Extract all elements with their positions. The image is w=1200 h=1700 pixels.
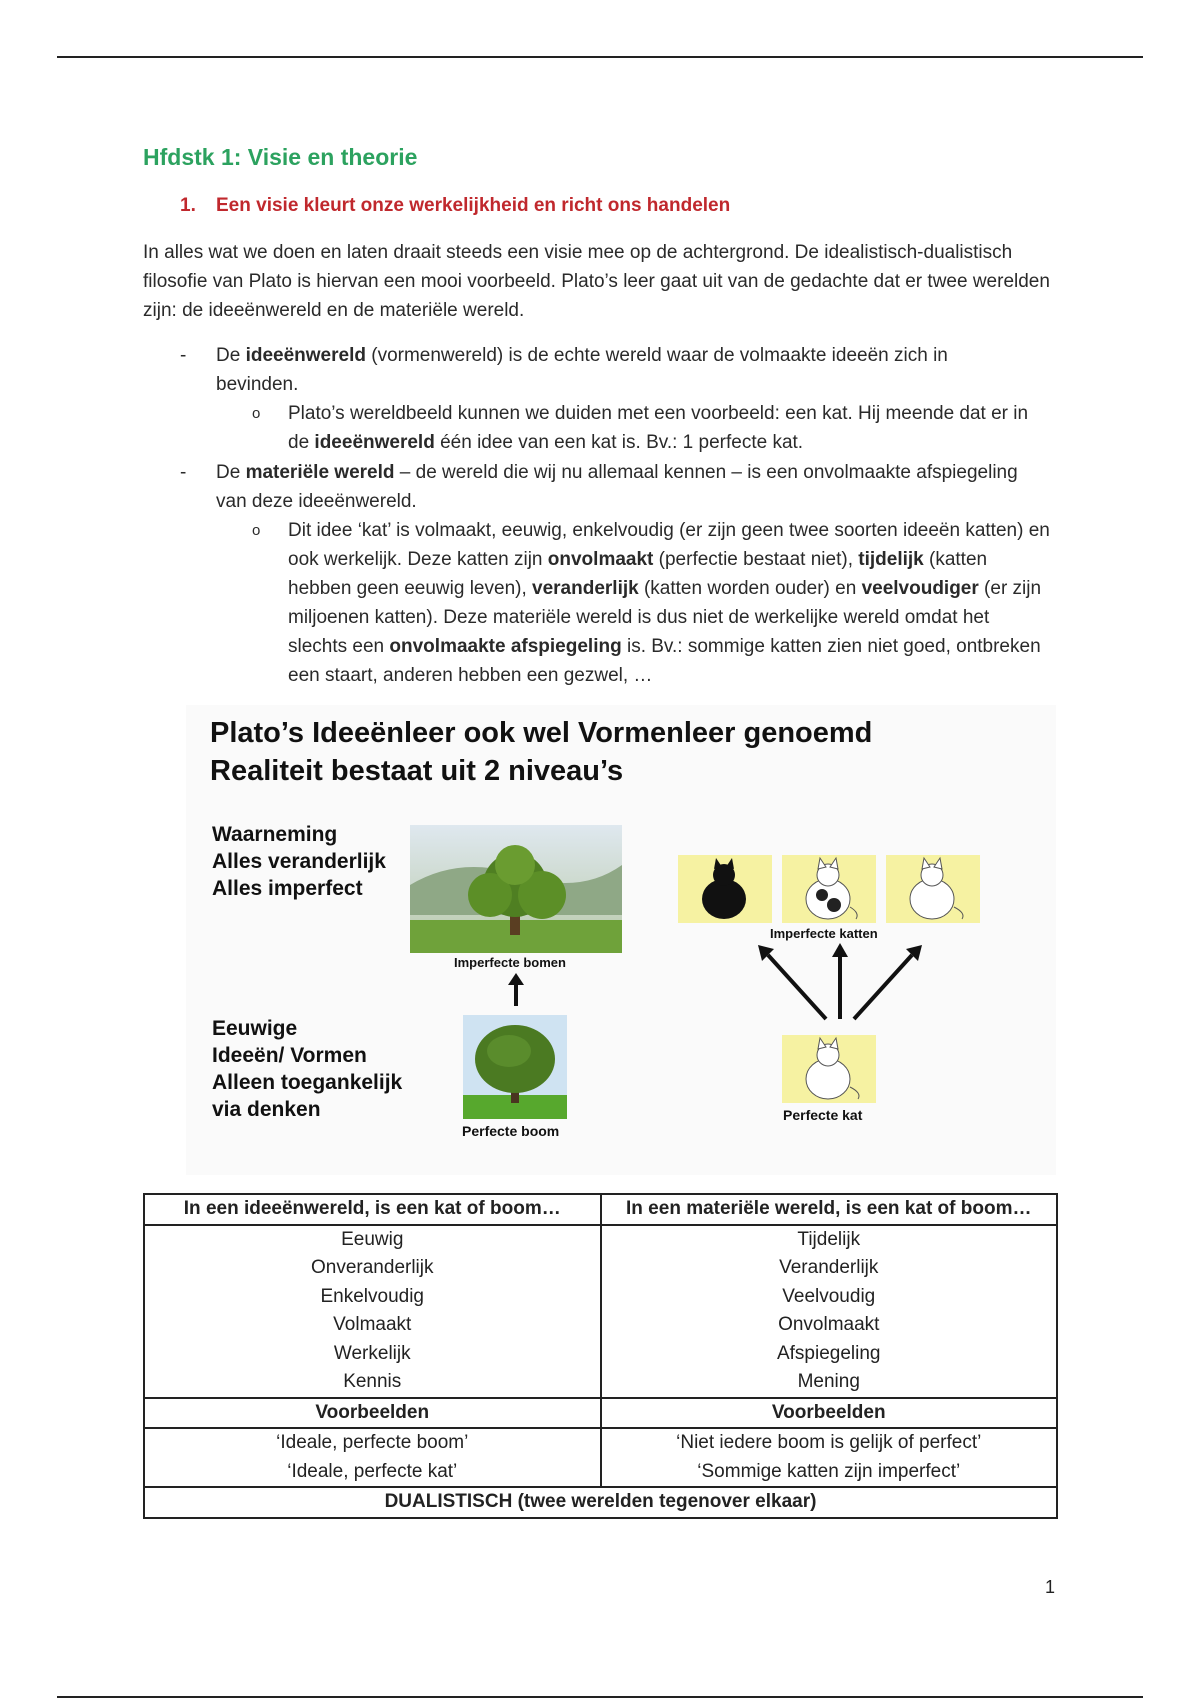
forms-label bbox=[212, 1015, 402, 1123]
bullet-bold: ideeënwereld bbox=[245, 345, 366, 366]
subbullet-idee-kat bbox=[252, 516, 1052, 690]
cell-line: Onveranderlijk bbox=[311, 1257, 434, 1278]
forms-line: via denken bbox=[212, 1098, 321, 1121]
cell-line: ‘Ideale, perfecte boom’ bbox=[276, 1432, 469, 1453]
arrow-up-icon bbox=[506, 973, 526, 1007]
footer-rule bbox=[57, 1696, 1143, 1698]
cell-line: Onvolmaakt bbox=[778, 1314, 880, 1335]
table-row bbox=[144, 1428, 1057, 1487]
table-header-row bbox=[144, 1194, 1057, 1225]
subbullet-marker: o bbox=[252, 522, 261, 539]
perception-label bbox=[212, 821, 386, 902]
subbullet-kat-voorbeeld bbox=[252, 399, 1052, 457]
bullet-bold: veelvoudiger bbox=[861, 578, 979, 599]
section-title: Een visie kleurt onze werkelijkheid en richt ons handelen bbox=[216, 195, 731, 216]
bullet-text: De bbox=[216, 462, 246, 483]
perception-line: Alles imperfect bbox=[212, 877, 363, 900]
header-rule bbox=[57, 56, 1143, 58]
cell-line: Tijdelijk bbox=[797, 1228, 861, 1250]
table-footer: DUALISTISCH (twee werelden tegenover elkaar) bbox=[144, 1487, 1057, 1518]
cell-line: Kennis bbox=[343, 1371, 402, 1392]
examples-header-left: Voorbeelden bbox=[144, 1398, 601, 1429]
table-cell-right bbox=[601, 1225, 1058, 1398]
figure-title: Plato’s Ideeënleer ook wel Vormenleer genoemd bbox=[210, 717, 873, 749]
perfect-cat-caption: Perfecte kat bbox=[783, 1107, 863, 1123]
cell-line: Afspiegeling bbox=[776, 1342, 881, 1364]
bullet-bold: onvolmaakte afspiegeling bbox=[389, 636, 622, 657]
examples-header-right: Voorbeelden bbox=[601, 1398, 1058, 1429]
examples-cell-right bbox=[601, 1428, 1058, 1487]
perfect-tree-image bbox=[463, 1015, 567, 1119]
imperfect-cat-black bbox=[678, 855, 772, 923]
bullet-marker: - bbox=[180, 345, 187, 366]
bullet-text: is. Bv.: sommige katten zien niet goed, ontbreken een staart, anderen hebben een gezwel, … bbox=[288, 636, 1041, 686]
bullet-text: (er zijn miljoenen katten). Deze materiële wereld is dus niet de werkelijke wereld omdat het slechts een bbox=[288, 578, 1042, 657]
section-number: 1. bbox=[180, 195, 196, 216]
bullet-text: (perfectie bestaat niet), bbox=[653, 549, 859, 570]
bullet-text: (katten worden ouder) en bbox=[638, 578, 862, 599]
bullet-bold: onvolmaakt bbox=[547, 549, 654, 570]
bullet-text: De bbox=[216, 345, 246, 366]
cat-icon bbox=[886, 855, 980, 923]
cell-line: Veranderlijk bbox=[779, 1257, 879, 1278]
bullet-text: – de wereld die wij nu allemaal kennen – is een onvolmaakte afspiegeling van deze ideeënwereld. bbox=[216, 462, 1018, 512]
forms-line: Eeuwige bbox=[212, 1017, 298, 1040]
plato-diagram bbox=[186, 705, 1056, 1175]
perception-line: Alles veranderlijk bbox=[212, 850, 386, 873]
cell-line: Eeuwig bbox=[341, 1228, 404, 1250]
intro-paragraph: In alles wat we doen en laten draait steeds een visie mee op de achtergrond. De idealistisch-dualistisch filosofie van Plato is hiervan een mooi voorbeeld. Plato’s leer gaat uit van de gedachte dat er twee werelden zijn: de ideeënwereld en de materiële wereld. bbox=[143, 242, 1050, 321]
bullet-bold: tijdelijk bbox=[858, 549, 924, 570]
cell-line: Mening bbox=[797, 1371, 860, 1392]
cat-icon bbox=[782, 1035, 876, 1103]
bullet-bold: ideeënwereld bbox=[314, 432, 435, 453]
cell-line: Enkelvoudig bbox=[320, 1285, 425, 1307]
imperfect-tree-photo bbox=[410, 825, 622, 953]
table-row bbox=[144, 1398, 1057, 1429]
cell-line: ‘Ideale, perfecte kat’ bbox=[287, 1460, 458, 1482]
examples-cell-left bbox=[144, 1428, 601, 1487]
section-heading bbox=[180, 195, 730, 217]
perfect-tree-caption: Perfecte boom bbox=[462, 1123, 560, 1139]
bullet-ideeenwereld bbox=[180, 341, 1030, 399]
cell-line: Volmaakt bbox=[333, 1314, 412, 1335]
subbullet-marker: o bbox=[252, 405, 261, 422]
cell-line: ‘Sommige katten zijn imperfect’ bbox=[697, 1460, 961, 1482]
imperfect-trees-caption: Imperfecte bomen bbox=[454, 955, 566, 970]
perception-line: Waarneming bbox=[212, 823, 338, 846]
imperfect-cat-spotted bbox=[782, 855, 876, 923]
table-header-left: In een ideeënwereld, is een kat of boom… bbox=[144, 1194, 601, 1225]
chapter-heading: Hfdstk 1: Visie en theorie bbox=[143, 144, 418, 170]
arrows-up-icon bbox=[746, 943, 926, 1023]
page-number: 1 bbox=[1045, 1577, 1056, 1597]
bullet-materiele-wereld bbox=[180, 458, 1030, 516]
bullet-text: Plato’s wereldbeeld kunnen we duiden met een voorbeeld: een kat. Hij meende dat er in de bbox=[288, 403, 1029, 453]
bullet-text: één idee van een kat is. Bv.: 1 perfecte kat. bbox=[434, 432, 804, 453]
bullet-text: Dit idee ‘kat’ is volmaakt, eeuwig, enkelvoudig (er zijn geen twee soorten ideeën katten) en ook werkelijk. Deze katten zijn bbox=[288, 520, 1050, 570]
table-row bbox=[144, 1225, 1057, 1398]
comparison-table bbox=[143, 1193, 1058, 1519]
bullet-marker: - bbox=[180, 462, 187, 483]
figure-subtitle: Realiteit bestaat uit 2 niveau’s bbox=[210, 755, 624, 787]
table-cell-left bbox=[144, 1225, 601, 1398]
imperfect-cats-caption: Imperfecte katten bbox=[770, 926, 878, 941]
bullet-bold: veranderlijk bbox=[532, 578, 639, 599]
bullet-bold: materiële wereld bbox=[245, 462, 395, 483]
cat-icon bbox=[678, 855, 772, 923]
bullet-text: (vormenwereld) is de echte wereld waar de volmaakte ideeën zich in bevinden. bbox=[216, 345, 948, 395]
cell-line: Werkelijk bbox=[333, 1342, 411, 1364]
bullet-text: (katten hebben geen eeuwig leven), bbox=[288, 549, 988, 599]
perfect-cat-image bbox=[782, 1035, 876, 1103]
forms-line: Ideeën/ Vormen bbox=[212, 1044, 367, 1067]
table-row bbox=[144, 1487, 1057, 1518]
forms-line: Alleen toegankelijk bbox=[212, 1071, 403, 1094]
cell-line: ‘Niet iedere boom is gelijk of perfect’ bbox=[676, 1432, 982, 1453]
imperfect-cat-white bbox=[886, 855, 980, 923]
cell-line: Veelvoudig bbox=[782, 1285, 876, 1307]
cat-icon bbox=[782, 855, 876, 923]
table-header-right: In een materiële wereld, is een kat of boom… bbox=[601, 1194, 1058, 1225]
